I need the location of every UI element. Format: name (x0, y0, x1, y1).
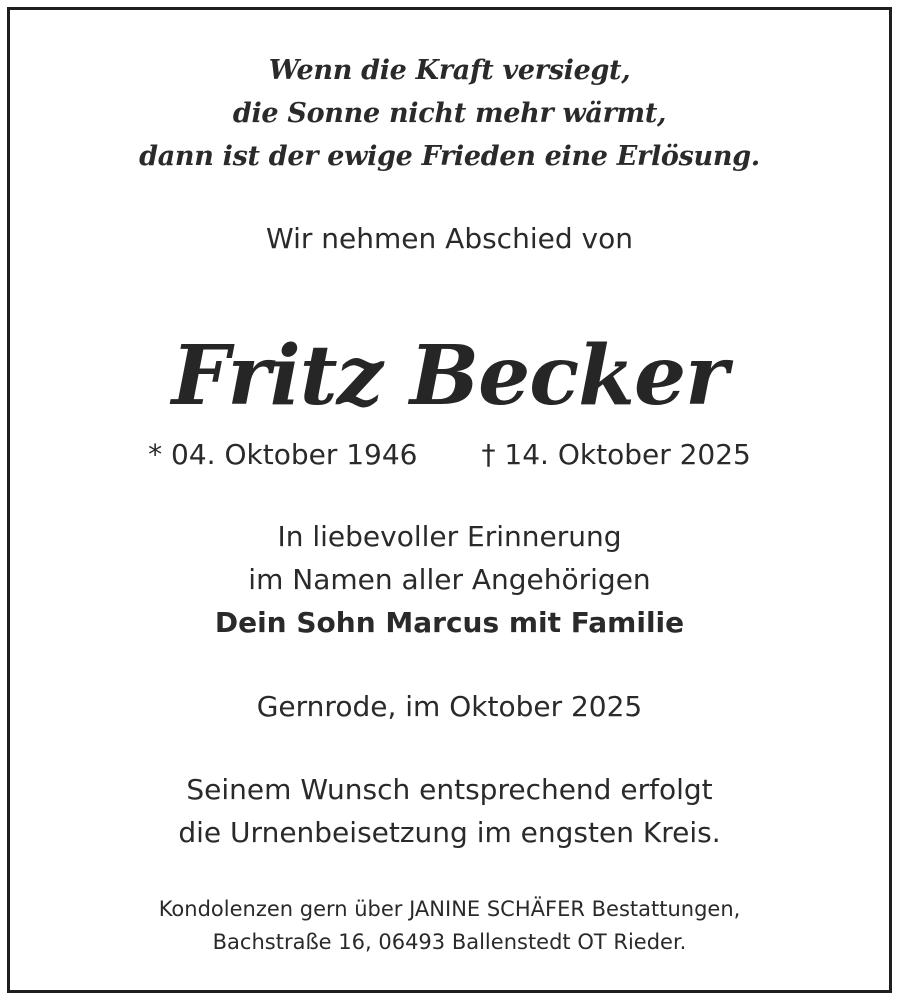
place-date: Gernrode, im Oktober 2025 (256, 690, 643, 723)
mourners-line-2: im Namen aller Angehörigen (248, 563, 651, 596)
funeral-home-line-1: Kondolenzen gern über JANINE SCHÄFER Bestattungen, (158, 897, 741, 921)
death-date: † 14. Oktober 2025 (481, 438, 751, 471)
obituary-notice (7, 7, 892, 993)
birth-date: * 04. Oktober 1946 (148, 438, 418, 471)
burial-line-2: die Urnenbeisetzung im engsten Kreis. (178, 816, 721, 849)
mourners-family: Dein Sohn Marcus mit Familie (214, 606, 685, 639)
funeral-home-line-2: Bachstraße 16, 06493 Ballenstedt OT Rieder. (212, 930, 687, 954)
verse-line-1: Wenn die Kraft versiegt, (268, 55, 631, 86)
verse-line-3: dann ist der ewige Frieden eine Erlösung. (139, 141, 760, 172)
life-dates (10, 438, 889, 471)
intro-text: Wir nehmen Abschied von (266, 222, 633, 255)
burial-line-1: Seinem Wunsch entsprechend erfolgt (186, 773, 713, 806)
mourners-line-1: In liebevoller Erinnerung (277, 520, 622, 553)
verse-line-2: die Sonne nicht mehr wärmt, (232, 98, 667, 129)
deceased-name: Fritz Becker (171, 328, 728, 424)
